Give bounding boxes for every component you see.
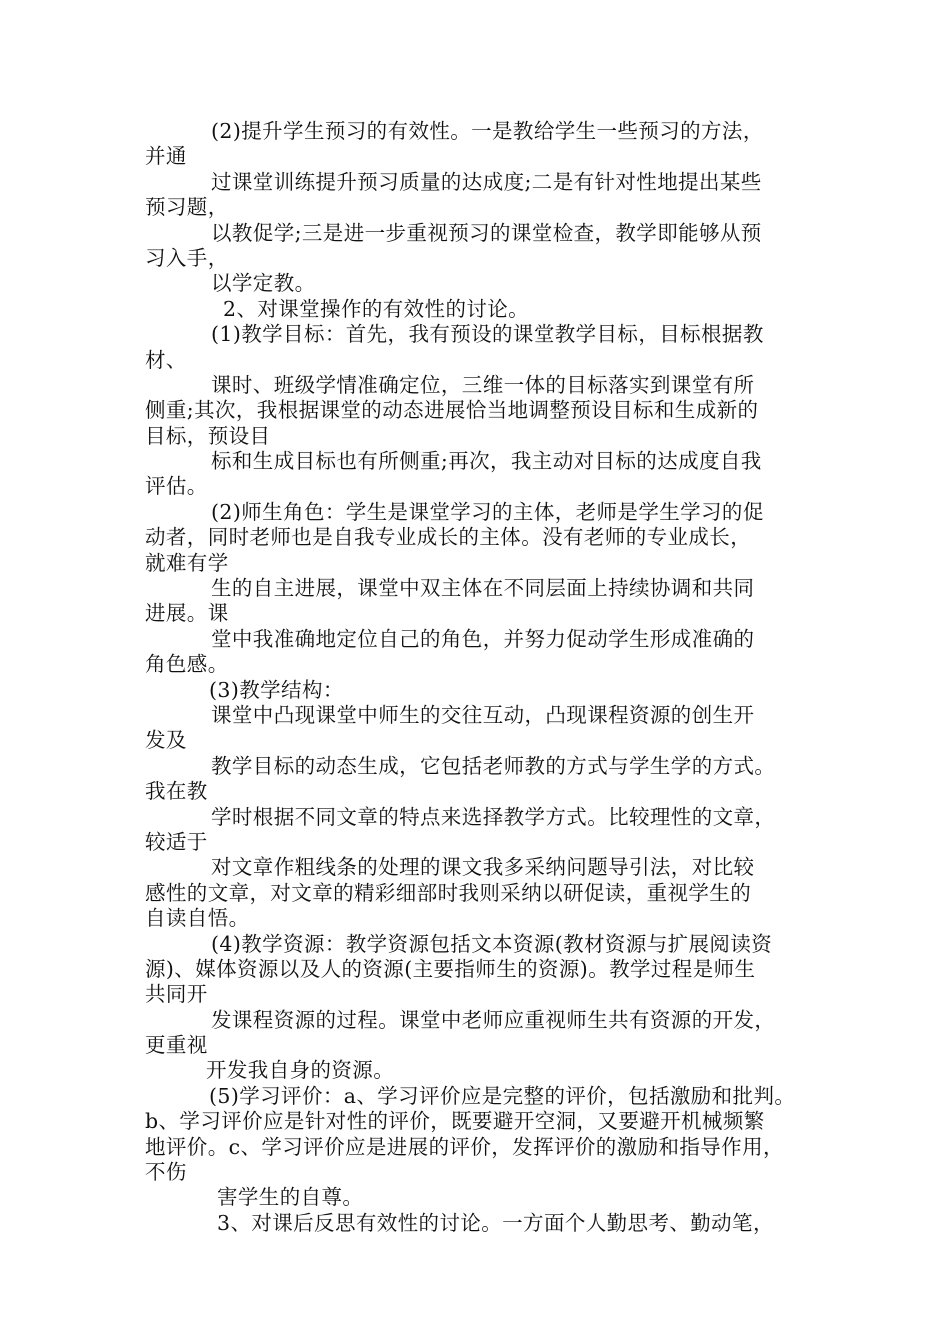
text-line: 课堂中凸现课堂中师生的交往互动，凸现课程资源的创生开 xyxy=(211,702,755,727)
text-line: 课时、班级学情准确定位，三维一体的目标落实到课堂有所 xyxy=(211,372,755,397)
text-line: 并通 xyxy=(145,144,187,169)
text-line: 堂中我准确地定位自己的角色，并努力促动学生形成准确的 xyxy=(211,626,755,651)
text-line: b、学习评价应是针对性的评价，既要避开空洞，又要避开机械频繁 xyxy=(145,1109,765,1134)
text-line: 开发我自身的资源。 xyxy=(206,1058,395,1083)
text-line: 源)、媒体资源以及人的资源(主要指师生的资源)。教学过程是师生 xyxy=(145,956,756,981)
text-line: 角色感。 xyxy=(145,652,229,677)
text-line: 进展。课 xyxy=(145,601,229,626)
text-line: 较适于 xyxy=(145,829,208,854)
text-line: 害学生的自尊。 xyxy=(217,1185,364,1210)
text-line: 不伤 xyxy=(145,1160,187,1185)
text-line: 就难有学 xyxy=(145,550,229,575)
section-heading: (3)教学结构： xyxy=(209,677,344,702)
text-line: 材、 xyxy=(145,347,187,372)
text-line: (1)教学目标：首先，我有预设的课堂教学目标，目标根据教 xyxy=(211,322,764,347)
text-line: 以教促学;三是进一步重视预习的课堂检查，教学即能够从预 xyxy=(211,220,762,245)
text-line: 侧重;其次，我根据课堂的动态进展恰当地调整预设目标和生成新的 xyxy=(145,398,759,423)
text-line: 学时根据不同文章的特点来选择教学方式。比较理性的文章， xyxy=(211,804,776,829)
text-line: 对文章作粗线条的处理的课文我多采纳问题导引法，对比较 xyxy=(211,855,755,880)
text-line: 教学目标的动态生成，它包括老师教的方式与学生学的方式。 xyxy=(211,753,776,778)
text-line: (2)提升学生预习的有效性。一是教给学生一些预习的方法， xyxy=(211,119,764,143)
text-line: 标和生成目标也有所侧重;再次，我主动对目标的达成度自我 xyxy=(211,449,762,474)
section-heading: 3、对课后反思有效性的讨论。一方面个人勤思考、勤动笔， xyxy=(217,1210,774,1235)
text-line: (4)教学资源：教学资源包括文本资源(教材资源与扩展阅读资 xyxy=(211,931,773,956)
text-line: 生的自主进展，课堂中双主体在不同层面上持续协调和共同 xyxy=(211,576,755,601)
text-line: 共同开 xyxy=(145,982,208,1007)
text-line: 过课堂训练提升预习质量的达成度;二是有针对性地提出某些 xyxy=(211,169,762,194)
document-body xyxy=(145,119,825,1236)
text-line: 地评价。c、学习评价应是进展的评价，发挥评价的激励和指导作用， xyxy=(145,1134,784,1159)
text-line: 更重视 xyxy=(145,1033,208,1058)
text-line: 习入手， xyxy=(145,245,229,270)
text-line: 评估。 xyxy=(145,474,208,499)
text-line: 目标，预设目 xyxy=(145,423,271,448)
text-line: 发及 xyxy=(145,728,187,753)
text-line: 发课程资源的过程。课堂中老师应重视师生共有资源的开发， xyxy=(211,1007,776,1032)
text-line: 预习题， xyxy=(145,195,229,220)
text-line: 自读自悟。 xyxy=(145,906,250,931)
text-line: (5)学习评价：a、学习评价应是完整的评价，包括激励和批判。 xyxy=(209,1083,796,1108)
text-line: 感性的文章，对文章的精彩细部时我则采纳以研促读，重视学生的 xyxy=(145,880,752,905)
text-line: (2)师生角色：学生是课堂学习的主体，老师是学生学习的促 xyxy=(211,499,764,524)
text-line: 我在教 xyxy=(145,779,208,804)
text-line: 以学定教。 xyxy=(211,271,316,296)
text-line: 动者，同时老师也是自我专业成长的主体。没有老师的专业成长， xyxy=(145,525,752,550)
section-heading: 2、对课堂操作的有效性的讨论。 xyxy=(223,296,530,321)
